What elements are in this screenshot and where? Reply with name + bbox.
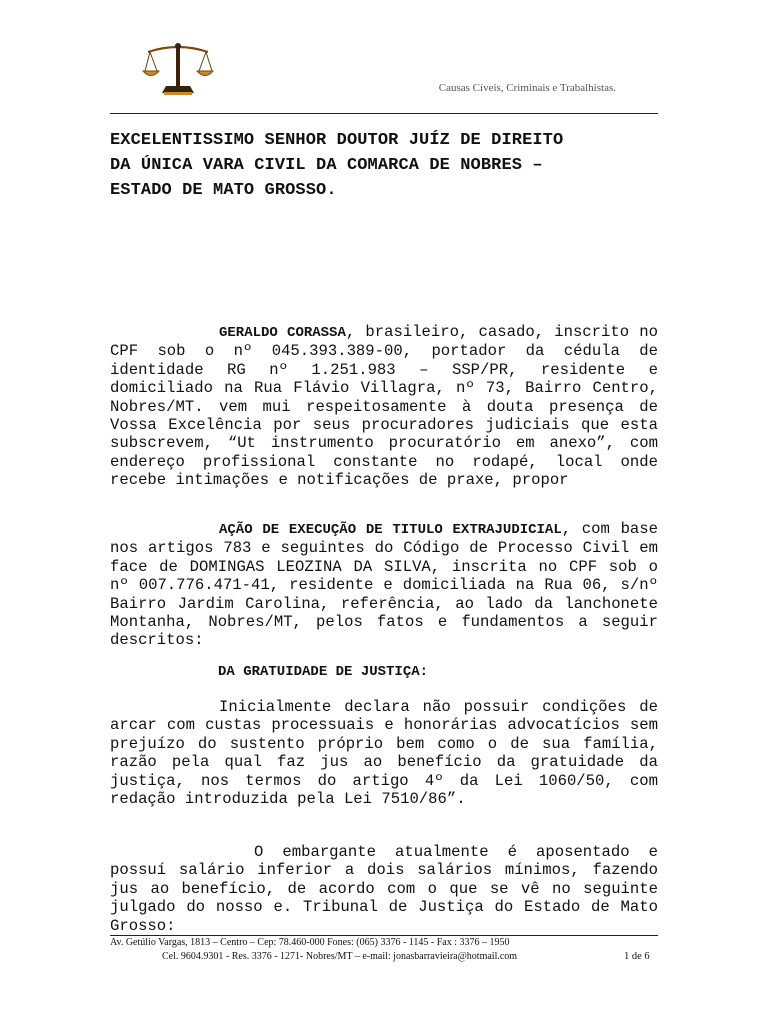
document-heading [110, 128, 658, 203]
footer-divider [110, 935, 658, 936]
page-number: 1 de 6 [624, 951, 650, 962]
paragraph-gratuity [110, 698, 658, 808]
paragraph-qualification [110, 323, 658, 490]
header-divider [110, 113, 658, 114]
paragraph-qualification-text: , brasileiro, casado, inscrito no CPF sob o nº 045.393.389-00, portador da cédula de identidade RG nº 1.251.983 – SSP/PR, residente e domiciliado na Rua Flávio Villagra, nº 73, Bairro Centro, Nobres/MT. vem mui respeitosamente à douta presença de Vossa Excelência por seus procuradores judiciais que esta subscrevem, “Ut instrumento procuratório em anexo”, com endereço profissional constante no rodapé, local onde recebe intimações e notificações de praxe, propor [110, 323, 658, 490]
paragraph-retirement-text: O embargante atualmente é aposentado e possuí salário inferior a dois salários mínimos, fazendo jus ao benefício, de acordo com o que se vê no seguinte julgado do nosso e. Tribunal de Justiça do Estado de Mato Grosso: [110, 843, 658, 935]
office-tagline: Causas Cíveis, Criminais e Trabalhistas. [438, 82, 616, 94]
footer-contact: Cel. 9604.9301 - Res. 3376 - 1271- Nobres/MT – e-mail: jonasbarravieira@hotmail.com [162, 951, 518, 962]
scales-of-justice-icon [142, 40, 214, 96]
heading-line-2: DA ÚNICA VARA CIVIL DA COMARCA DE NOBRES – [110, 156, 543, 175]
action-title: AÇÃO DE EXECUÇÃO DE TITULO EXTRAJUDICIAL [219, 522, 562, 538]
paragraph-gratuity-text: Inicialmente declara não possuir condições de arcar com custas processuais e honorárias advocatícios sem prejuízo do sustento próprio bem como o de sua família, razão pela qual faz jus ao benefício da gratuidade da justiça, nos termos do artigo 4º da Lei 1060/50, com redação introduzida pela Lei 7510/86”. [110, 698, 658, 809]
paragraph-retirement [110, 843, 658, 935]
paragraph-action-text: , com base nos artigos 783 e seguintes do Código de Processo Civil em face de DOMINGAS LEOZINA DA SILVA, inscrita no CPF sob o nº 007.776.471-41, residente e domiciliada na Rua 06, s/nº Bairro Jardim Carolina, referência, ao lado da lanchonete Montanha, Nobres/MT, pelos fatos e fundamentos a seguir descritos: [110, 520, 659, 650]
heading-line-3: ESTADO DE MATO GROSSO. [110, 181, 337, 200]
plaintiff-name: GERALDO CORASSA [219, 325, 346, 341]
heading-line-1: EXCELENTISSIMO SENHOR DOUTOR JUÍZ DE DIREITO [110, 131, 564, 150]
paragraph-action [110, 520, 658, 650]
footer-address: Av. Getúlio Vargas, 1813 – Centro – Cep: 78.460-000 Fones: (065) 3376 - 1145 - Fax : 3376 – 1950 [110, 937, 510, 948]
section-title: DA GRATUIDADE DE JUSTIÇA: [218, 664, 429, 680]
